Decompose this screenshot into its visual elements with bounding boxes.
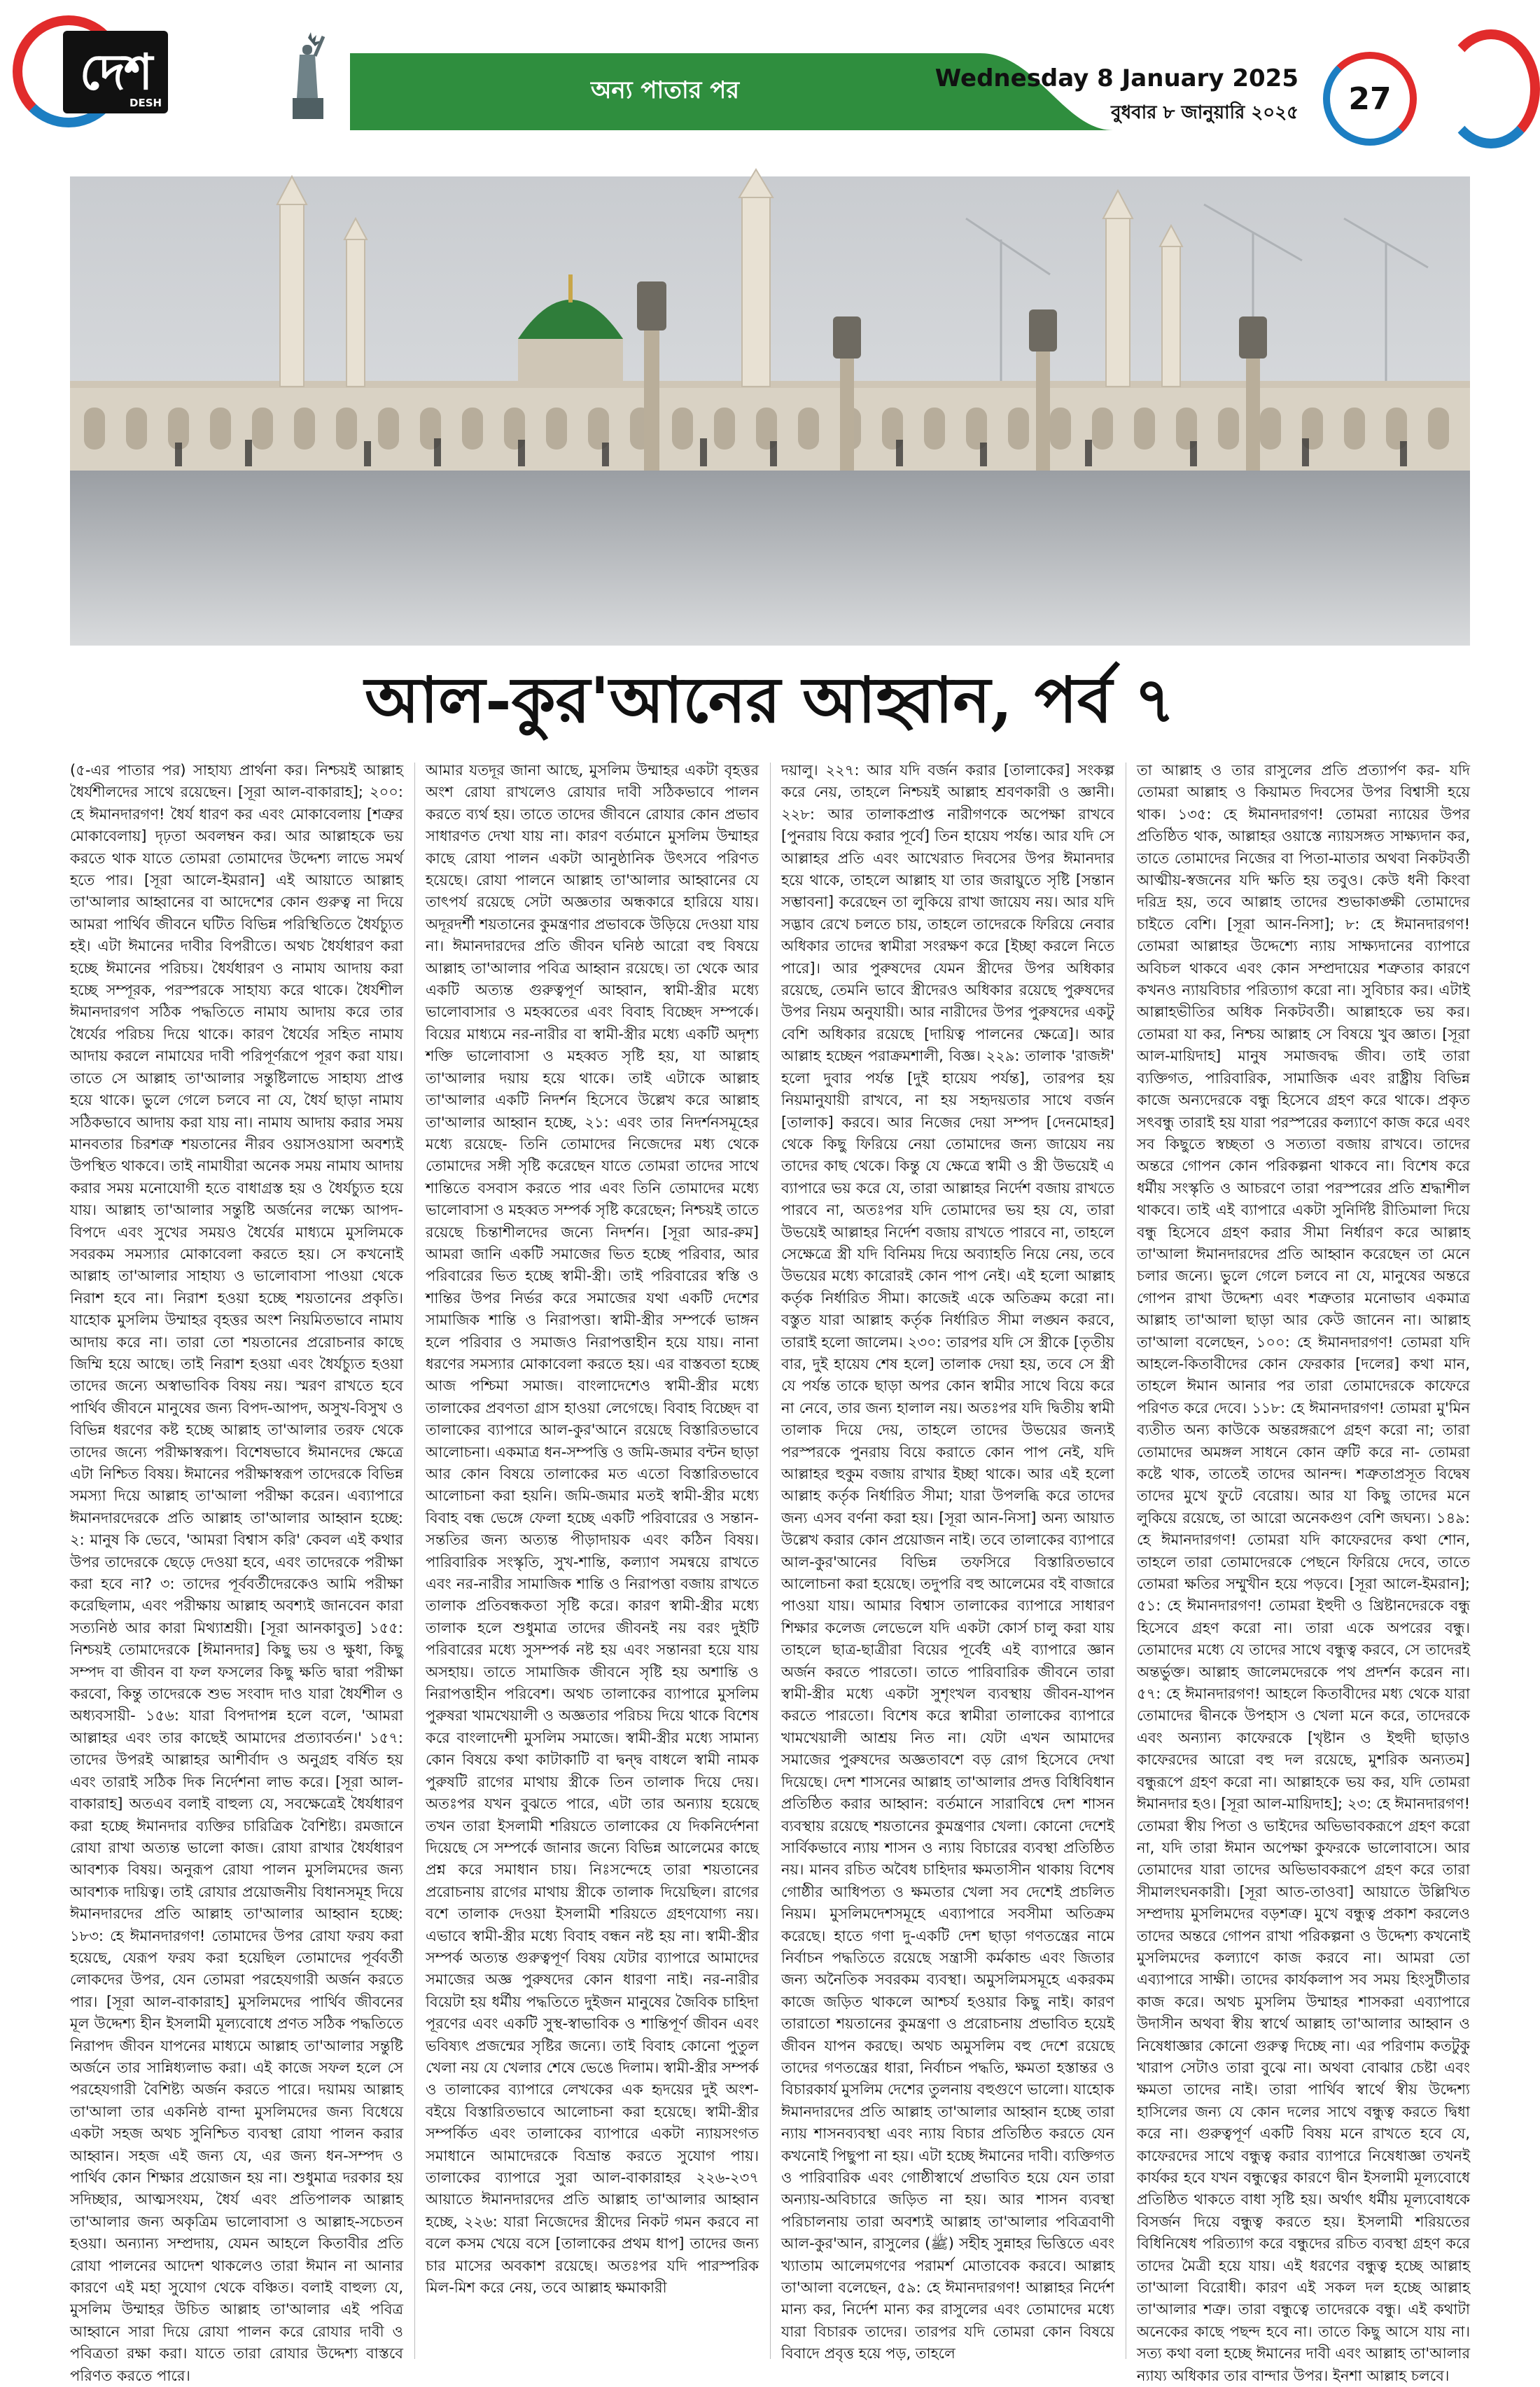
date-bengali: বুধবার ৮ জানুয়ারি ২০২৫	[1111, 102, 1298, 123]
page-header	[0, 0, 1540, 140]
article-column-2	[426, 760, 759, 2363]
column-4-text: তা আল্লাহ ও তার রাসুলের প্রতি প্রত্যার্পণ কর- যদি তোমরা আল্লাহ ও কিয়ামত দিবসের উপর বিশ্বাসী হয়ে থাক। ১৩৫: হে ঈমানদারগণ! তোমরা ন্যায়ের উপর প্রতিষ্ঠিত থাক, আল্লাহর ওয়াস্তে ন্যায়সঙ্গত সাক্ষ্যদান কর, তাতে তোমাদের নিজের বা পিতা-মাতার অথবা নিকটবর্তী আত্মীয়-স্বজনের যদি ক্ষতি হয় তবুও। কেউ ধনী কিংবা দরিদ্র হয়, তবে আল্লাহ তাদের শুভাকাঙ্ক্ষী তোমাদের চাইতে বেশি। [সূরা আন-নিসা]; ৮: হে ঈমানদারগণ! তোমরা আল্লাহর উদ্দেশ্যে ন্যায় সাক্ষ্যদানের ব্যাপারে অবিচল থাকবে এবং কোন সম্প্রদায়ের শত্রুতার কারণে কখনও ন্যায়বিচার পরিত্যাগ করো না। সুবিচার কর। এটাই আল্লাহভীতির অধিক নিকটবর্তী। আল্লাহকে ভয় কর। তোমরা যা কর, নিশ্চয় আল্লাহ সে বিষয়ে খুব জ্ঞাত। [সূরা আল-মায়িদাহ] মানুষ সমাজবদ্ধ জীব। তাই তারা ব্যক্তিগত, পারিবারিক, সামাজিক এবং রাষ্ট্রীয় বিভিন্ন কাজে অন্যদেরকে বন্ধু হিসেবে গ্রহণ করে থাকে। প্রকৃত সৎবন্ধু তারাই হয় যারা পরস্পরের কল্যাণে কাজ করে এবং সব কিছুতে স্বচ্ছতা ও সত্যতা বজায় রাখবে। তাদের অন্তরে গোপন কোন পরিকল্পনা থাকবে না। বিশেষ করে ধর্মীয় সংস্কৃতি ও আচরণে তারা পরস্পরের প্রতি শ্রদ্ধাশীল থাকবে। তাই এই ব্যাপারে একটা সুনির্দিষ্ট রীতিমালা দিয়ে বন্ধু হিসেবে গ্রহণ করার সীমা নির্ধারণ করে আল্লাহ তা'আলা ঈমানদারদের প্রতি আহ্বান করেছেন তা মেনে চলার জন্যে। ভুলে গেলে চলবে না যে, মানুষের অন্তরে গোপন রাখা উদ্দেশ্য এবং শত্রুতার মনোভাব একমাত্র আল্লাহ তা'আলা ছাড়া আর কেউ জানেন না। আল্লাহ তা'আলা বলেছেন, ১০০: হে ঈমানদারগণ! তোমরা যদি আহলে-কিতাবীদের কোন ফেরকার [দলের] কথা মান, তাহলে ঈমান আনার পর তারা তোমাদেরকে কাফেরে পরিণত করে দেবে। ১১৮: হে ঈমানদারগণ! তোমরা মু'মিন ব্যতীত অন্য কাউকে অন্তরঙ্গরূপে গ্রহণ করো না; তারা তোমাদের অমঙ্গল সাধনে কোন ত্রুটি করে না- তোমরা কষ্টে থাক, তাতেই তাদের আনন্দ। শত্রুতাপ্রসূত বিদ্বেষ তাদের মুখে ফুটে বেরোয়। আর যা কিছু তাদের মনে লুকিয়ে রয়েছে, তা আরো অনেকগুণ বেশি জঘন্য। ১৪৯: হে ঈমানদারগণ! তোমরা যদি কাফেরদের কথা শোন, তাহলে তারা তোমাদেরকে পেছনে ফিরিয়ে দেবে, তাতে তোমরা ক্ষতির সম্মুখীন হয়ে পড়বে। [সূরা আলে-ইমরান]; ৫১: হে ঈমানদারগণ! তোমরা ইহুদী ও খ্রিষ্টানদেরকে বন্ধু হিসেবে গ্রহণ করো না। তারা একে অপরের বন্ধু। তোমাদের মধ্যে যে তাদের সাথে বন্ধুত্ব করবে, সে তাদেরই অন্তর্ভুক্ত। আল্লাহ জালেমদেরকে পথ প্রদর্শন করেন না। ৫৭: হে ঈমানদারগণ! আহলে কিতাবীদের মধ্য থেকে যারা তোমাদের দ্বীনকে উপহাস ও খেলা মনে করে, তাদেরকে এবং অন্যান্য কাফেরকে [খৃষ্টান ও ইহুদী ছাড়াও কাফেরদের আরো বহু দল রয়েছে, মুশরিক অন্যতম] বন্ধুরূপে গ্রহণ করো না। আল্লাহকে ভয় কর, যদি তোমরা ঈমানদার হও। [সূরা আল-মায়িদাহ]; ২৩: হে ঈমানদারগণ! তোমরা স্বীয় পিতা ও ভাইদের অভিভাবকরূপে গ্রহণ করো না, যদি তারা ঈমান অপেক্ষা কুফরকে ভালোবাসে। আর তোমাদের যারা তাদের অভিভাবকরূপে গ্রহণ করে তারা সীমালংঘনকারী। [সূরা আত-তাওবা] আয়াতে উল্লিখিত সম্প্রদায় মুসলিমদের বড়শত্রু। মুখে বন্ধুত্ব প্রকাশ করলেও তাদের অন্তরে গোপন রাখা পরিকল্পনা ও উদ্দেশ্য কখনোই মুসলিমদের কল্যাণে কাজ করবে না। আমরা তো এব্যাপারে সাক্ষী। তাদের কার্যকলাপ সব সময় হিংসুটীতার কাজ করে। অথচ মুসলিম উম্মাহর শাসকরা এব্যাপারে উদাসীন অথবা স্বীয় স্বার্থে আল্লাহ তা'আলার আহ্বান ও নিষেধাজ্ঞার কোনো গুরুত্ব দিচ্ছে না। এর পরিণাম কতটুকু খারাপ সেটাও তারা বুঝে না। অথবা বোঝার চেষ্টা এবং ক্ষমতা তাদের নাই। তারা পার্থিব স্বার্থে স্বীয় উদ্দেশ্য হাসিলের জন্য যে কোন দলের সাথে বন্ধুত্ব করতে দ্বিধা করে না। গুরুত্বপূর্ণ একটি বিষয় মনে রাখতে হবে যে, কাফেরদের সাথে বন্ধুত্ব করার ব্যাপারে নিষেধাজ্ঞা তখনই কার্যকর হবে যখন বন্ধুত্বের কারণে দ্বীন ইসলামী মূল্যবোধে প্রতিষ্ঠিত থাকতে বাধা সৃষ্টি হয়। অর্থাৎ ধর্মীয় মূল্যবোধকে বিসর্জন দিয়ে বন্ধুত্ব করতে হয়। ইসলামী শরিয়তের বিধিনিষেধ পরিত্যাগ করে বন্ধুদের রচিত ব্যবস্থা গ্রহণ করে তাদের মৈত্রী হয়ে যায়। এই ধরণের বন্ধুত্ব হচ্ছে আল্লাহ তা'আলা বিরোধী। কারণ এই সকল দল হচ্ছে আল্লাহ তা'আলার শত্রু। তারা বন্ধুত্বে তাদেরকে বন্ধু। এই কথাটা অনেকের কাছে পছন্দ হবে না। তাতে কিছু আসে যায় না। সত্য কথা বলা হচ্ছে ঈমানের দাবী এবং আল্লাহ তা'আলার ন্যায্য অধিকার তার বান্দার উপর। ইনশা আল্লাহ চলবে।	[1137, 762, 1470, 2384]
right-decorative-ring	[1442, 29, 1540, 148]
mosque-courtyard-photo	[70, 176, 1470, 646]
article-body	[70, 760, 1470, 2384]
column-1-text: (৫-এর পাতার পর) সাহায্য প্রার্থনা কর। নিশ্চয়ই আল্লাহ ধৈর্যশীলদের সাথে রয়েছেন। [সূরা আল-বাকারাহ]; ২০০: হে ঈমানদারগণ! ধৈর্য ধারণ কর এবং মোকাবেলায় [শত্রুর মোকাবেলায়] দৃঢ়তা অবলম্বন কর। আর আল্লাহকে ভয় করতে থাক যাতে তোমরা তোমাদের উদ্দেশ্য লাভে সমর্থ হতে পার। [সূরা আলে-ইমরান] এই আয়াতে আল্লাহ তা'আলার আহ্বানের বা আদেশের কোন গুরুত্ব না দিয়ে আমরা পার্থিব জীবনে ঘটিত বিভিন্ন পরিস্থিতিতে ধৈর্যচ্যুত হই। এটা ঈমানের দাবীর বিপরীতে। অথচ ধৈর্যধারণ করা হচ্ছে ঈমানের পরিচয়। ধৈর্যধারণ ও নামায আদায় করা হচ্ছে সম্পূরক, পরস্পরকে সাহায্য করে থাকে। ধৈর্যশীল ঈমানদারগণ সঠিক পদ্ধতিতে নামায আদায় করে তার ধৈর্যের পরিচয় দিয়ে থাকে। কারণ ধৈর্যের সহিত নামায আদায় করলে নামাযের দাবী পরিপূর্ণরূপে পূরণ করা যায়। তাতে সে আল্লাহ তা'আলার সন্তুষ্টিলাভে সাহায্য প্রাপ্ত হয়ে থাকে। ভুলে গেলে চলবে না যে, ধৈর্য ছাড়া নামায সঠিকভাবে আদায় করা যায় না। নামায আদায় করার সময় মানবতার চিরশত্রু শয়তানের নীরব ওয়াসওয়াসা অবশ্যই উপস্থিত থাকবে। তাই নামাযীরা অনেক সময় নামায আদায় করার সময় মনোযোগী হতে বাধাগ্রস্ত হয় ও ধৈর্যচ্যুত হয়ে যায়। আল্লাহ তা'আলার সন্তুষ্টি অর্জনের লক্ষ্যে আপদ-বিপদে এবং সুখের সময়ও ধৈর্যের মাধ্যমে মুসলিমকে সবরকম সমস্যার মোকাবেলা করতে হয়। সে কখনোই আল্লাহ তা'আলার সাহায্য ও ভালোবাসা পাওয়া থেকে নিরাশ হবে না। নিরাশ হওয়া হচ্ছে শয়তানের প্রকৃতি। যাহোক মুসলিম উম্মাহর বৃহত্তর অংশ নিয়মিতভাবে নামায আদায় করে না। তারা তো শয়তানের প্ররোচনার কাছে জিম্মি হয়ে আছে। তাই নিরাশ হওয়া এবং ধৈর্যচ্যুত হওয়া তাদের জন্যে অস্বাভাবিক বিষয় নয়। স্মরণ রাখতে হবে পার্থিব জীবনে মানুষের জন্য বিপদ-আপদ, অসুখ-বিসুখ ও বিভিন্ন ধরণের কষ্ট হচ্ছে আল্লাহ তা'আলার তরফ থেকে তাদের জন্যে পরীক্ষাস্বরূপ। বিশেষভাবে ঈমানদের ক্ষেত্রে এটা নিশ্চিত বিষয়। ঈমানের পরীক্ষাস্বরূপ তাদেরকে বিভিন্ন সমস্যা দিয়ে আল্লাহ তা'আলা পরীক্ষা করেন। এব্যাপারে ঈমানদারদেরকে প্রতি আল্লাহ তা'আলার আহ্বান হচ্ছে: ২: মানুষ কি ভেবে, 'আমরা বিশ্বাস করি' কেবল এই কথার উপর তাদেরকে ছেড়ে দেওয়া হবে, এবং তাদেরকে পরীক্ষা করা হবে না? ৩: তাদের পূর্ববর্তীদেরকেও আমি পরীক্ষা করেছিলাম, এবং পরীক্ষায় আল্লাহ অবশ্যই জানবেন কারা সত্যনিষ্ঠ আর কারা মিথ্যাশ্রয়ী। [সূরা আনকাবুত] ১৫৫: নিশ্চয়ই তোমাদেরকে [ঈমানদার] কিছু ভয় ও ক্ষুধা, কিছু সম্পদ বা জীবন বা ফল ফসলের কিছু ক্ষতি দ্বারা পরীক্ষা করবো, কিন্তু তাদেরকে শুভ সংবাদ দাও যারা ধৈর্যশীল ও অধ্যবসায়ী- ১৫৬: যারা বিপদাপন্ন হলে বলে, 'আমরা আল্লাহর এবং তার কাছেই আমাদের প্রত্যাবর্তন।' ১৫৭: তাদের উপরই আল্লাহর আশীর্বাদ ও অনুগ্রহ বর্ষিত হয় এবং তারাই সঠিক দিক নির্দেশনা লাভ করে। [সূরা আল-বাকারাহ] অতএব বলাই বাহুল্য যে, সবক্ষেত্রেই ধৈর্যধারণ করা হচ্ছে ঈমানদার ব্যক্তির চারিত্রিক বৈশিষ্ট্য। রমজানে রোযা রাখা অত্যন্ত ভালো কাজ। রোযা রাখার ধৈর্যধারণ আবশ্যক বিষয়। অনুরূপ রোযা পালন মুসলিমদের জন্য আবশ্যক দায়িত্ব। তাই রোযার প্রয়োজনীয় বিধানসমূহ দিয়ে ঈমানদারদের প্রতি আল্লাহ তা'আলার আহ্বান হচ্ছে: ১৮৩: হে ঈমানদারগণ! তোমাদের উপর রোযা ফরয করা হয়েছে, যেরূপ ফরয করা হয়েছিল তোমাদের পূর্ববর্তী লোকদের উপর, যেন তোমরা পরহেযগারী অর্জন করতে পার। [সূরা আল-বাকারাহ] মুসলিমদের পার্থিব জীবনের মূল উদ্দেশ্য হীন ইসলামী মূল্যবোধে প্রণত সঠিক পদ্ধতিতে নিরাপদ জীবন যাপনের মাধ্যমে আল্লাহ তা'আলার সন্তুষ্টি অর্জনে তার সান্নিধ্যলাভ করা। এই কাজে সফল হলে সে পরহেযগারী বৈশিষ্ট্য অর্জন করতে পারে। দয়াময় আল্লাহ তা'আলা তার একনিষ্ঠ বান্দা মুসলিমদের জন্য বিধেয়ে একটা সহজ অথচ সুনিশ্চিত ব্যবস্থা রোযা পালন করার আহ্বান। সহজ এই জন্য যে, এর জন্য ধন-সম্পদ ও পার্থিব কোন শিক্ষার প্রয়োজন হয় না। শুধুমাত্র দরকার হয় সদিচ্ছার, আত্মসংযম, ধৈর্য এবং প্রতিপালক আল্লাহ তা'আলার জন্য অকৃত্রিম ভালোবাসা ও আল্লাহ-সচেতন হওয়া। অন্যান্য সম্প্রদায়, যেমন আহলে কিতাবীর প্রতি রোযা পালনের আদেশ থাকলেও তারা ঈমান না আনার কারণে এই মহা সুযোগ থেকে বঞ্চিত। বলাই বাহুল্য যে, মুসলিম উম্মাহর উচিত আল্লাহ তা'আলার এই পবিত্র আহ্বানে সারা দিয়ে রোযা পালন করে রোযার দাবী ও পবিত্রতা রক্ষা করা। যাতে তারা রোযার উদ্দেশ্য বাস্তবে পরিণত করতে পারে।	[70, 762, 403, 2384]
article-column-1	[70, 760, 403, 2384]
article-column-3	[781, 760, 1114, 2363]
logo-text: দেশ	[79, 43, 152, 101]
logo-subtext: DESH	[130, 97, 162, 109]
column-divider	[770, 763, 771, 2359]
section-label: অন্য পাতার পর	[590, 76, 740, 104]
column-2-text: আমার যতদূর জানা আছে, মুসলিম উম্মাহর একটা বৃহত্তর অংশ রোযা রাখলেও রোযার দাবী সঠিকভাবে পালন করতে ব্যর্থ হয়। তাতে তাদের জীবনে রোযার কোন প্রভাব সাধারণত দেখা যায় না। কারণ বর্তমানে মুসলিম উম্মাহর কাছে রোযা পালন একটা আনুষ্ঠানিক উৎসবে পরিণত হয়েছে। রোযা পালনে আল্লাহ তা'আলার আহ্বানের যে তাৎপর্য রয়েছে সেটা অজ্ঞতার অন্ধকারে হারিয়ে যায়। অদূরদর্শী শয়তানের কুমন্ত্রণার প্রভাবকে উড়িয়ে দেওয়া যায় না। ঈমানদারদের প্রতি জীবন ঘনিষ্ঠ আরো বহু বিষয়ে আল্লাহ তা'আলার পবিত্র আহ্বান রয়েছে। তা থেকে আর একটি অত্যন্ত গুরুত্বপূর্ণ আহ্বান, স্বামী-স্ত্রীর মধ্যে ভালোবাসার ও মহব্বতের এবং বিবাহ বিচ্ছেদ সম্পর্কে। বিয়ের মাধ্যমে নর-নারীর বা স্বামী-স্ত্রীর মধ্যে একটি অদৃশ্য শক্তি ভালোবাসা ও মহব্বত সৃষ্টি হয়, যা আল্লাহ তা'আলার দয়ায় হয়ে থাকে। তাই এটাকে আল্লাহ তা'আলার একটি নিদর্শন হিসেবে উল্লেখ করে আল্লাহ তা'আলার আহ্বান হচ্ছে, ২১: এবং তার নিদর্শনসমূহের মধ্যে রয়েছে- তিনি তোমাদের নিজেদের মধ্য থেকে তোমাদের সঙ্গী সৃষ্টি করেছেন যাতে তোমরা তাদের সাথে শান্তিতে বসবাস করতে পার এবং তিনি তোমাদের মধ্যে ভালোবাসা ও মহব্বত সম্পর্ক সৃষ্টি করেছেন; নিশ্চয়ই তাতে রয়েছে চিন্তাশীলদের জন্যে নিদর্শন। [সূরা আর-রুম] আমরা জানি একটি সমাজের ভিত হচ্ছে পরিবার, আর পরিবারের ভিত হচ্ছে স্বামী-স্ত্রী। তাই পরিবারের স্বস্তি ও শান্তির উপর নির্ভর করে সমাজের যথা একটি দেশের সামাজিক শান্তি ও নিরাপত্তা। স্বামী-স্ত্রীর সম্পর্কে ভাঙ্গন হলে পরিবার ও সমাজও নিরাপত্তাহীন হয়ে যায়। নানা ধরণের সমস্যার মোকাবেলা করতে হয়। এর বাস্তবতা হচ্ছে আজ পশ্চিমা সমাজ। বাংলাদেশেও স্বামী-স্ত্রীর মধ্যে তালাকের প্রবণতা গ্রাস হাওয়া লেগেছে। বিবাহ বিচ্ছেদ বা তালাকের ব্যাপারে আল-কুর'আনে রয়েছে বিস্তারিতভাবে আলোচনা। একমাত্র ধন-সম্পত্তি ও জমি-জমার বন্টন ছাড়া আর কোন বিষয়ে তালাকের মত এতো বিস্তারিতভাবে আলোচনা করা হয়নি। জমি-জমার মতই স্বামী-স্ত্রীর মধ্যে বিবাহ বন্ধ ভেঙ্গে ফেলা হচ্ছে একটি পরিবারের ও সন্তান-সন্ততির জন্য অত্যন্ত পীড়াদায়ক এবং কঠিন বিষয়। পারিবারিক সংস্কৃতি, সুখ-শান্তি, কল্যাণ সমন্বয়ে রাখতে এবং নর-নারীর সামাজিক শান্তি ও নিরাপত্তা বজায় রাখতে তালাক প্রতিবন্ধকতা সৃষ্টি করে। কারণ স্বামী-স্ত্রীর মধ্যে তালাক হলে শুধুমাত্র তাদের জীবনই নয় বরং দুইটি পরিবারের মধ্যে সুসম্পর্ক নষ্ট হয় এবং সন্তানরা হয়ে যায় অসহায়। তাতে সামাজিক জীবনে সৃষ্টি হয় অশান্তি ও নিরাপত্তাহীন পরিবেশ। অথচ তালাকের ব্যাপারে মুসলিম পুরুষরা খামখেয়ালী ও অজ্ঞতার পরিচয় দিয়ে থাকে বিশেষ করে বাংলাদেশী মুসলিম সমাজে। স্বামী-স্ত্রীর মধ্যে সামান্য কোন বিষয়ে কথা কাটাকাটি বা দ্বন্দ্ব বাধলে স্বামী নামক পুরুষটি রাগের মাথায় স্ত্রীকে তিন তালাক দিয়ে দেয়। অতঃপর যখন বুঝতে পারে, এটা তার অন্যায় হয়েছে তখন তারা ইসলামী শরিয়তে তালাকের যে দিকনির্দেশনা দিয়েছে সে সম্পর্কে জানার জন্যে বিভিন্ন আলেমের কাছে প্রশ্ন করে সমাধান চায়। নিঃসন্দেহে তারা শয়তানের প্ররোচনায় রাগের মাথায় স্ত্রীকে তালাক দিয়েছিল। রাগের বশে তালাক দেওয়া ইসলামী শরিয়তে গ্রহণযোগ্য নয়। এভাবে স্বামী-স্ত্রীর মধ্যে বিবাহ বন্ধন নষ্ট হয় না। স্বামী-স্ত্রীর সম্পর্ক অত্যন্ত গুরুত্বপূর্ণ বিষয় যেটার ব্যাপারে আমাদের সমাজের অজ্ঞ পুরুষদের কোন ধারণা নাই। নর-নারীর বিয়েটা হয় ধর্মীয় পদ্ধতিতে দুইজন মানুষের জৈবিক চাহিদা পূরণের এবং একটি সুস্থ-স্বাভাবিক ও শান্তিপূর্ণ জীবন এবং ভবিষ্যৎ প্রজন্মের সৃষ্টির জন্যে। তাই বিবাহ কোনো পুতুল খেলা নয় যে খেলার শেষে ভেঙে দিলাম। স্বামী-স্ত্রীর সম্পর্ক ও তালাকের ব্যাপারে লেখকের এক হৃদয়ের দুই অংশ- বইয়ে বিস্তারিতভাবে আলোচনা করা হয়েছে। স্বামী-স্ত্রীর সম্পর্কিত এবং তালাকের ব্যাপারে একটা ন্যায়সংগত সমাধানে আমাদেরকে বিভ্রান্ত করতে সুযোগ পায়। তালাকের ব্যাপারে সুরা আল-বাকারাহর ২২৬-২৩৭ আয়াতে ঈমানদারদের প্রতি আল্লাহ তা'আলার আহ্বান হচ্ছে, ২২৬: যারা নিজেদের স্ত্রীদের নিকট গমন করবে না বলে কসম খেয়ে বসে [তালাকের প্রথম ধাপ] তাদের জন্য চার মাসের অবকাশ রয়েছে। অতঃপর যদি পারস্পরিক মিল-মিশ করে নেয়, তবে আল্লাহ ক্ষমাকারী	[426, 762, 759, 2297]
logo-box	[63, 31, 168, 113]
column-3-text: দয়ালু। ২২৭: আর যদি বর্জন করার [তালাকের] সংকল্প করে নেয়, তাহলে নিশ্চয়ই আল্লাহ শ্রবণকারী ও জ্ঞানী। ২২৮: আর তালাকপ্রাপ্ত নারীগণকে অপেক্ষা রাখবে [পুনরায় বিয়ে করার পূর্বে] তিন হায়েয পর্যন্ত। আর যদি সে আল্লাহর প্রতি এবং আখেরাত দিবসের উপর ঈমানদার হয়ে থাকে, তাহলে আল্লাহ যা তার জরায়ুতে সৃষ্টি [সন্তান সম্ভাবনা] করেছেন তা লুকিয়ে রাখা জায়েয নয়। আর যদি সদ্ভাব রেখে চলতে চায়, তাহলে তাদেরকে ফিরিয়ে নেবার অধিকার তাদের স্বামীরা সংরক্ষণ করে [ইচ্ছা করলে নিতে পারে]। আর পুরুষদের যেমন স্ত্রীদের উপর অধিকার রয়েছে, তেমনি ভাবে স্ত্রীদেরও অধিকার রয়েছে পুরুষদের উপর নিয়ম অনুযায়ী। আর নারীদের উপর পুরুষদের একটু বেশি অধিকার রয়েছে [দায়িত্ব পালনের ক্ষেত্রে]। আর আল্লাহ হচ্ছেন পরাক্রমশালী, বিজ্ঞ। ২২৯: তালাক 'রাজঈ' হলো দুবার পর্যন্ত [দুই হায়েয পর্যন্ত], তারপর হয় নিয়মানুযায়ী রাখবে, না হয় সহৃদয়তার সাথে বর্জন [তালাক] করবে। আর নিজের দেয়া সম্পদ [দেনমোহর] থেকে কিছু ফিরিয়ে নেয়া তোমাদের জন্য জায়েয নয় তাদের কাছ থেকে। কিন্তু যে ক্ষেত্রে স্বামী ও স্ত্রী উভয়েই এ ব্যাপারে ভয় করে যে, তারা আল্লাহর নির্দেশ বজায় রাখতে পারবে না, অতঃপর যদি তোমাদের ভয় হয় যে, তারা উভয়েই আল্লাহর নির্দেশ বজায় রাখতে পারবে না, তাহলে সেক্ষেত্রে স্ত্রী যদি বিনিময় দিয়ে অব্যাহতি নিয়ে নেয়, তবে উভয়ের মধ্যে কারোরই কোন পাপ নেই। এই হলো আল্লাহ কর্তৃক নির্ধারিত সীমা। কাজেই একে অতিক্রম করো না। বস্তুত যারা আল্লাহ কর্তৃক নির্ধারিত সীমা লঙ্ঘন করবে, তারাই হলো জালেম। ২৩০: তারপর যদি সে স্ত্রীকে [তৃতীয় বার, দুই হায়েয শেষ হলে] তালাক দেয়া হয়, তবে সে স্ত্রী যে পর্যন্ত তাকে ছাড়া অপর কোন স্বামীর সাথে বিয়ে করে না নেবে, তার জন্য হালাল নয়। অতঃপর যদি দ্বিতীয় স্বামী তালাক দিয়ে দেয়, তাহলে তাদের উভয়ের জন্যই পরস্পরকে পুনরায় বিয়ে করাতে কোন পাপ নেই, যদি আল্লাহর হুকুম বজায় রাখার ইচ্ছা থাকে। আর এই হলো আল্লাহ কর্তৃক নির্ধারিত সীমা; যারা উপলব্ধি করে তাদের জন্য এসব বর্ণনা করা হয়। [সূরা আন-নিসা] অন্য আয়াত উল্লেখ করার কোন প্রয়োজন নাই। তবে তালাকের ব্যাপারে আল-কুর'আনের বিভিন্ন তফসিরে বিস্তারিতভাবে আলোচনা করা হয়েছে। তদুপরি বহু আলেমের বই বাজারে পাওয়া যায়। আমার বিশ্বাস তালাকের ব্যাপারে সাধারণ শিক্ষার কলেজ লেভেলে যদি একটা কোর্স চালু করা যায় তাহলে ছাত্র-ছাত্রীরা বিয়ের পূর্বেই এই ব্যাপারে জ্ঞান অর্জন করতে পারতো। তাতে পারিবারিক জীবনে তারা স্বামী-স্ত্রীর মধ্যে একটা সুশৃংখল ব্যবস্থায় জীবন-যাপন করতে পারতো। বিশেষ করে স্বামীরা তালাকের ব্যাপারে খামখেয়ালী আশ্রয় নিত না। যেটা এখন আমাদের সমাজের পুরুষদের অজ্ঞতাবশে বড় রোগ হিসেবে দেখা দিয়েছে। দেশ শাসনের আল্লাহ তা'আলার প্রদত্ত বিধিবিধান প্রতিষ্ঠিত করার আহ্বান: বর্তমানে সারাবিশ্বে দেশ শাসন ব্যবস্থায় রয়েছে শয়তানের কুমন্ত্রণার খেলা। কোনো দেশেই সার্বিকভাবে ন্যায় শাসন ও ন্যায় বিচারের ব্যবস্থা প্রতিষ্ঠিত নয়। মানব রচিত অবৈধ চাহিদার ক্ষমতাসীন থাকায় বিশেষ গোষ্ঠীর আধিপত্য ও ক্ষমতার খেলা সব দেশেই প্রচলিত নিয়ম। মুসলিমদেশসমূহে এব্যাপারে সবসীমা অতিক্রম করেছে। হাতে গণা দু-একটি দেশ ছাড়া গণতন্ত্রের নামে নির্বাচন পদ্ধতিতে রয়েছে সন্ত্রাসী কর্মকান্ড এবং জিতার জন্য অনৈতিক সবরকম ব্যবস্থা। অমুসলিমসমূহে একরকম কাজে জড়িত থাকলে আশ্চর্য হওয়ার কিছু নাই। কারণ তারাতো শয়তানের কুমন্ত্রণা ও প্ররোচনায় প্রভাবিত হয়েই জীবন যাপন করছে। অথচ অমুসলিম বহু দেশে রয়েছে তাদের গণতন্ত্রের ধারা, নির্বাচন পদ্ধতি, ক্ষমতা হস্তান্তর ও বিচারকার্য মুসলিম দেশের তুলনায় বহুগুণে ভালো। যাহোক ঈমানদারদের প্রতি আল্লাহ তা'আলার আহ্বান হচ্ছে তারা ন্যায় শাসনব্যবস্থা এবং ন্যায় বিচার প্রতিষ্ঠিত করতে যেন কখনোই পিছুপা না হয়। এটা হচ্ছে ঈমানের দাবী। ব্যক্তিগত ও পারিবারিক এবং গোষ্ঠীস্বার্থে প্রভাবিত হয়ে যেন তারা অন্যায়-অবিচারে জড়িত না হয়। আর শাসন ব্যবস্থা পরিচালনায় তারা অবশ্যই আল্লাহ তা'আলার পবিত্রবাণী আল-কুর'আন, রাসুলের (ﷺ) সহীহ সুন্নাহর ভিত্তিতে এবং খ্যাতাম আলেমগণের পরামর্শ মোতাবেক করবে। আল্লাহ তা'আলা বলেছেন, ৫৯: হে ঈমানদারগণ! আল্লাহর নির্দেশ মান্য কর, নির্দেশ মান্য কর রাসুলের এবং তোমাদের মধ্যে যারা বিচারক তাদের। তারপর যদি তোমরা কোন বিষয়ে বিবাদে প্রবৃত্ত হয়ে পড়, তাহলে	[781, 762, 1114, 2362]
date-english: Wednesday 8 January 2025	[934, 64, 1298, 92]
section-banner	[350, 53, 980, 130]
statue-of-liberty-icon	[287, 31, 329, 122]
column-divider	[414, 763, 415, 2359]
page-number-badge	[1323, 52, 1417, 146]
newspaper-logo[interactable]	[35, 31, 259, 115]
article-column-4	[1137, 760, 1470, 2384]
photo-illustration	[70, 176, 1470, 646]
article-headline: আল-কুর'আনের আহ্বান, পর্ব ৭	[365, 663, 1175, 737]
page-number: 27	[1348, 81, 1392, 117]
